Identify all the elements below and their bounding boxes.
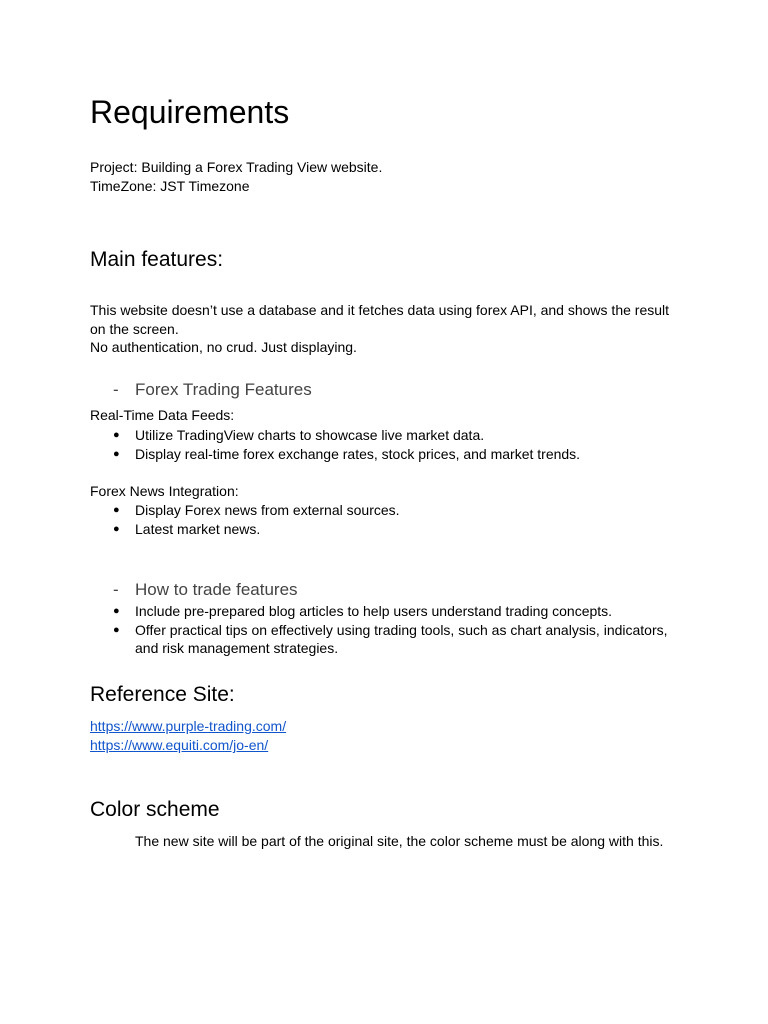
forex-section-dash: - (113, 380, 119, 399)
main-features-paragraph-line-1: This website doesn’t use a database and it fetches data using forex API, and shows the result (90, 302, 670, 318)
bullet-marker: ● (113, 605, 120, 617)
news-label: Forex News Integration: (90, 483, 239, 499)
list-item: Display real-time forex exchange rates, stock prices, and market trends. (135, 446, 581, 462)
list-item: Utilize TradingView charts to showcase live market data. (135, 427, 485, 443)
list-item-line-2: and risk management strategies. (135, 640, 339, 656)
reference-heading: Reference Site: (90, 683, 235, 706)
main-features-paragraph-line-2: on the screen. (90, 321, 179, 337)
realtime-label: Real-Time Data Feeds: (90, 407, 235, 423)
list-item: Latest market news. (135, 521, 261, 537)
bullet-marker: ● (113, 429, 120, 441)
main-features-heading: Main features: (90, 248, 224, 271)
main-features-paragraph-line-3: No authentication, no crud. Just displaying. (90, 339, 357, 355)
project-line: Project: Building a Forex Trading View website. (90, 159, 383, 175)
reference-link-purple-trading[interactable]: https://www.purple-trading.com/ (90, 718, 287, 734)
howto-section-dash: - (113, 580, 119, 599)
howto-section-heading: How to trade features (135, 580, 298, 599)
color-scheme-text: The new site will be part of the original site, the color scheme must be along with this. (135, 833, 664, 849)
bullet-marker: ● (113, 523, 120, 535)
page-title: Requirements (90, 94, 290, 130)
list-item: Display Forex news from external sources. (135, 502, 400, 518)
bullet-marker: ● (113, 448, 120, 460)
list-item-line-1: Offer practical tips on effectively using trading tools, such as chart analysis, indicators, (135, 622, 668, 638)
color-scheme-heading: Color scheme (90, 798, 220, 821)
forex-section-heading: Forex Trading Features (135, 380, 312, 399)
list-item: Include pre-prepared blog articles to help users understand trading concepts. (135, 603, 613, 619)
bullet-marker: ● (113, 624, 120, 636)
reference-link-equiti[interactable]: https://www.equiti.com/jo-en/ (90, 737, 269, 753)
bullet-marker: ● (113, 504, 120, 516)
timezone-line: TimeZone: JST Timezone (90, 178, 250, 194)
